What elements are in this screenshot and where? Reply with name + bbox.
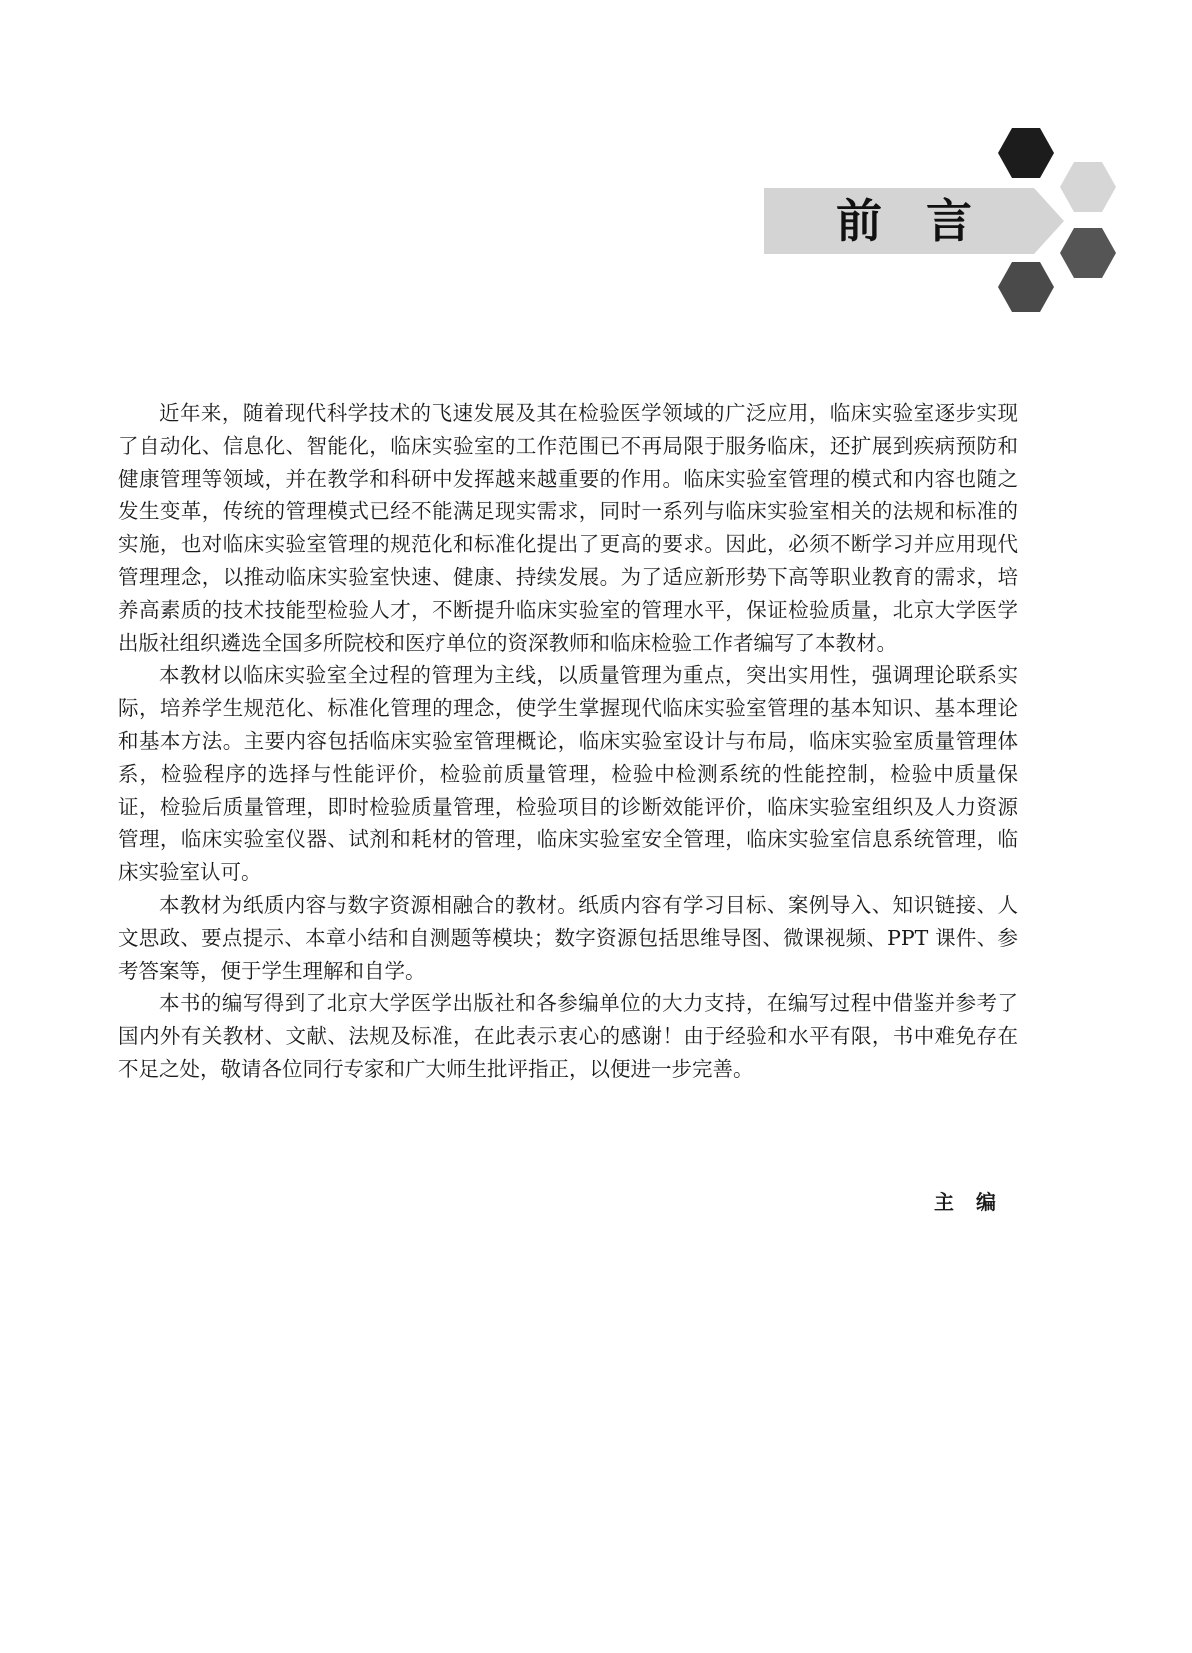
page-title: 前言 [836, 194, 1016, 248]
hexagon-decoration-light [1060, 162, 1116, 212]
hexagon-decoration-mid-dark [998, 262, 1054, 312]
editor-signature: 主编 [934, 1190, 1018, 1214]
paragraph: 近年来，随着现代科学技术的飞速发展及其在检验医学领域的广泛应用，临床实验室逐步实现了自动化、信息化、智能化，临床实验室的工作范围已不再局限于服务临床，还扩展到疾病预防和健康管理等领域，并在教学和科研中发挥越来越重要的作用。临床实验室管理的模式和内容也随之发生变革，传统的管理模式已经不能满足现实需求，同时一系列与临床实验室相关的法规和标准的实施，也对临床实验室管理的规范化和标准化提出了更高的要求。因此，必须不断学习并应用现代管理理念，以推动临床实验室快速、健康、持续发展。为了适应新形势下高等职业教育的需求，培养高素质的技术技能型检验人才，不断提升临床实验室的管理水平，保证检验质量，北京大学医学出版社组织遴选全国多所院校和医疗单位的资深教师和临床检验工作者编写了本教材。 [118, 401, 1018, 655]
paragraph: 本书的编写得到了北京大学医学出版社和各参编单位的大力支持，在编写过程中借鉴并参考了国内外有关教材、文献、法规及标准，在此表示衷心的感谢！由于经验和水平有限，书中难免存在不足之处，敬请各位同行专家和广大师生批评指正，以便进一步完善。 [118, 991, 1018, 1081]
paragraph: 本教材为纸质内容与数字资源相融合的教材。纸质内容有学习目标、案例导入、知识链接、人文思政、要点提示、本章小结和自测题等模块；数字资源包括思维导图、微课视频、PPT 课件、参考答案等，便于学生理解和自学。 [118, 892, 1018, 983]
hexagon-decoration-mid [1060, 228, 1116, 278]
paragraph: 本教材以临床实验室全过程的管理为主线，以质量管理为重点，突出实用性，强调理论联系实际，培养学生规范化、标准化管理的理念，使学生掌握现代临床实验室管理的基本知识、基本理论和基本方法。主要内容包括临床实验室管理概论，临床实验室设计与布局，临床实验室质量管理体系，检验程序的选择与性能评价，检验前质量管理，检验中检测系统的性能控制，检验中质量保证，检验后质量管理，即时检验质量管理，检验项目的诊断效能评价，临床实验室组织及人力资源管理，临床实验室仪器、试剂和耗材的管理，临床实验室安全管理，临床实验室信息系统管理，临床实验室认可。 [118, 663, 1018, 885]
hexagon-decoration-dark [998, 128, 1054, 178]
preface-body [118, 397, 1018, 1086]
